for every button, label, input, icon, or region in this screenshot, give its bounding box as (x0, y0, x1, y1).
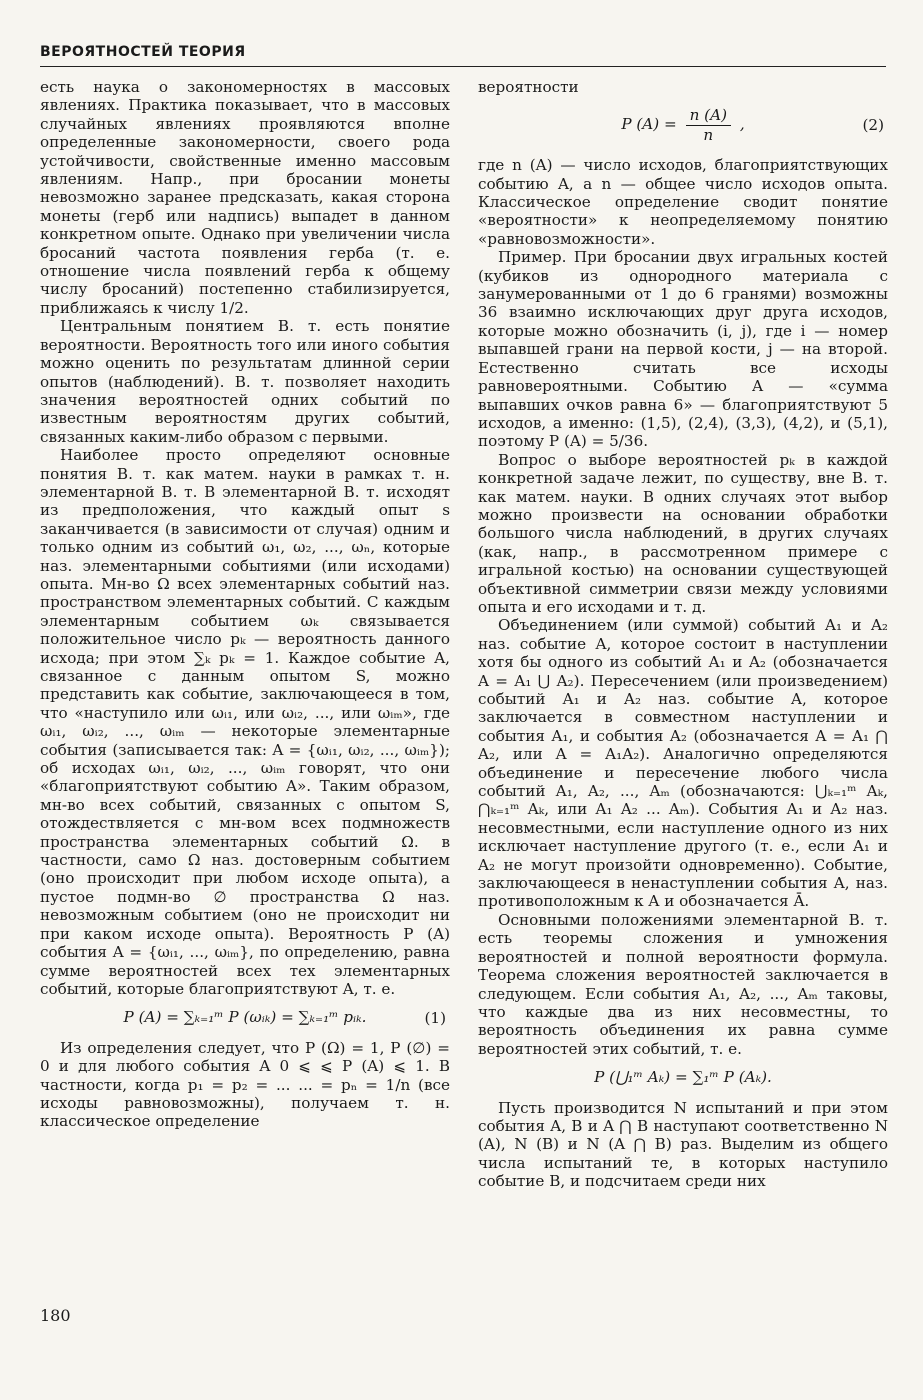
paragraph: есть наука о закономерностях в массовых явлениях. Практика показывает, что в массовых случайных явлениях проявляются вполне определенные закономерности, своего рода устойчивости, свойственные именно массовым явлениям. Напр., при бросании монеты невозможно заранее предсказать, какая сторона монеты (герб или надпись) выпадет в данном конкретном опыте. Однако при увеличении числа бросаний частота появления герба (т. е. отношение числа появлений герба к общему числу бросаний) постепенно стабилизируется, приближаясь к числу 1/2. (40, 78, 450, 317)
running-head: ВЕРОЯТНОСТЕЙ ТЕОРИЯ (40, 44, 246, 60)
page-number: 180 (40, 1306, 71, 1325)
paragraph: Пример. При бросании двух игральных костей (кубиков из однородного материала с занумерованными от 1 до 6 гранями) возможны 36 взаимно исключающих друг друга исходов, которые можно обозначить (i, j), где i — номер выпавшей грани на первой кости, j — на второй. Естественно считать все исходы равновероятными. Событию A — «сумма выпавших очков равна 6» — благоприятствуют 5 исходов, а именно: (1,5), (2,4), (3,3), (4,2), и (5,1), поэтому P (A) = 5/36. (478, 248, 888, 451)
paragraph: Вопрос о выборе вероятностей pₖ в каждой конкретной задаче лежит, по существу, вне В. т. как матем. науки. В одних случаях этот выбор можно произвести на основании обработки большого числа наблюдений, в других случаях (как, напр., в рассмотренном примере с игральной костью) на основании существующей объективной симметрии связи между условиями опыта и его исходами и т. д. (478, 450, 888, 616)
left-column (40, 78, 450, 1131)
formula-2-lhs: P (A) = (621, 115, 677, 134)
formula-2-tail: , (739, 115, 745, 134)
paragraph: Основными положениями элементарной В. т. есть теоремы сложения и умножения вероятностей и полной вероятности формула. Теорема сложения вероятностей заключается в следующем. Если события A₁, A₂, ..., Aₘ таковы, что каждые два из них несовместны, то вероятность объединения их равна сумме вероятностей этих событий, т. е. (478, 910, 888, 1058)
paragraph: Пусть производится N испытаний и при этом события A, B и A ⋂ B наступают соответственно N (A), N (B) и N (A ⋂ B) раз. Выделим из общего числа испытаний те, в которых наступило событие B, и подсчитаем среди них (478, 1098, 888, 1191)
formula-3-body: P (⋃₁ᵐ Aₖ) = ∑₁ᵐ P (Aₖ). (594, 1068, 772, 1087)
formula-1-body: P (A) = ∑ₖ₌₁ᵐ P (ωᵢₖ) = ∑ₖ₌₁ᵐ pᵢₖ. (123, 1008, 367, 1027)
paragraph: Наиболее просто определяют основные понятия В. т. как матем. науки в рамках т. н. элементарной В. т. В элементарной В. т. исходят из предположения, что каждый опыт s заканчивается (в зависимости от случая) одним и только одним из событий ω₁, ω₂, ..., ωₙ, которые наз. элементарными событиями (или исходами) опыта. Мн-во Ω всех элементарных событий наз. пространством элементарных событий. С каждым элементарным событием ωₖ связывается положительное число pₖ — вероятность данного исхода; при этом ∑ₖ pₖ = 1. Каждое событие A, связанное с данным опытом S, можно представить как событие, заключающееся в том, что «наступило или ωᵢ₁, или ωᵢ₂, ..., или ωᵢₘ», где ωᵢ₁, ωᵢ₂, ..., ωᵢₘ — некоторые элементарные события (записывается так: A = {ωᵢ₁, ωᵢ₂, ..., ωᵢₘ}); об исходах ωᵢ₁, ωᵢ₂, ..., ωᵢₘ говорят, что они «благоприятствуют событию A». Таким образом, мн-во всех событий, связанных с опытом S, отождествляется с мн-вом всех подмножеств пространства элементарных событий Ω. в частности, само Ω наз. достоверным событием (оно происходит при любом исходе опыта), а пустое подмн-во ∅ пространства Ω наз. невозможным событием (оно не происходит ни при каком исходе опыта). Вероятность P (A) события A = {ωᵢ₁, ..., ωᵢₘ}, по определению, равна сумме вероятностей всех тех элементарных событий, которые благоприятствуют A, т. е. (40, 446, 450, 998)
header-rule (40, 66, 886, 67)
formula-2-fraction (686, 106, 731, 144)
formula-2-denominator: n (703, 125, 714, 144)
paragraph: где n (A) — число исходов, благоприятствующих событию A, а n — общее число исходов опыта. Классическое определение сводит понятие «вероятности» к неопределяемому понятию «равновозможности». (478, 156, 888, 248)
formula-2-number: (2) (862, 116, 884, 135)
paragraph: Объединением (или суммой) событий A₁ и A₂ наз. событие A, которое состоит в наступлении хотя бы одного из событий A₁ и A₂ (обозначается A = A₁ ⋃ A₂). Пересечением (или произведением) событий A₁ и A₂ наз. событие A, которое заключается в совместном наступлении и события A₁, и события A₂ (обозначается A = A₁ ⋂ A₂, или A = A₁A₂). Аналогично определяются объединение и пересечение любого числа событий A₁, A₂, ..., Aₘ (обозначаются: ⋃ₖ₌₁ᵐ Aₖ, ⋂ₖ₌₁ᵐ Aₖ, или A₁ A₂ ... Aₘ). События A₁ и A₂ наз. несовместными, если наступление одного из них исключает наступление другого (т. е., если A₁ и A₂ не могут произойти одновременно). Событие, заключающееся в ненаступлении события A, наз. противоположным к A и обозначается Ā. (478, 616, 888, 911)
paragraph: вероятности (478, 78, 579, 96)
paragraph: Центральным понятием В. т. есть понятие вероятности. Вероятность того или иного события можно оценить по результатам длинной серии опытов (наблюдений). В. т. позволяет находить значения вероятностей одних событий по известным вероятностям других событий, связанных каким-либо образом с первыми. (40, 317, 450, 446)
right-column (478, 78, 888, 1191)
paragraph: Из определения следует, что P (Ω) = 1, P (∅) = 0 и для любого события A 0 ⩽ ⩽ P (A) ⩽ 1. В частности, когда p₁ = p₂ = ... ... = pₙ = 1/n (все исходы равновозможны), получаем т. н. классическое определение (40, 1038, 450, 1131)
formula-2 (478, 106, 888, 144)
formula-1 (40, 1008, 450, 1026)
formula-3 (478, 1068, 888, 1086)
formula-2-numerator: n (A) (686, 106, 731, 125)
formula-1-number: (1) (424, 1008, 446, 1027)
